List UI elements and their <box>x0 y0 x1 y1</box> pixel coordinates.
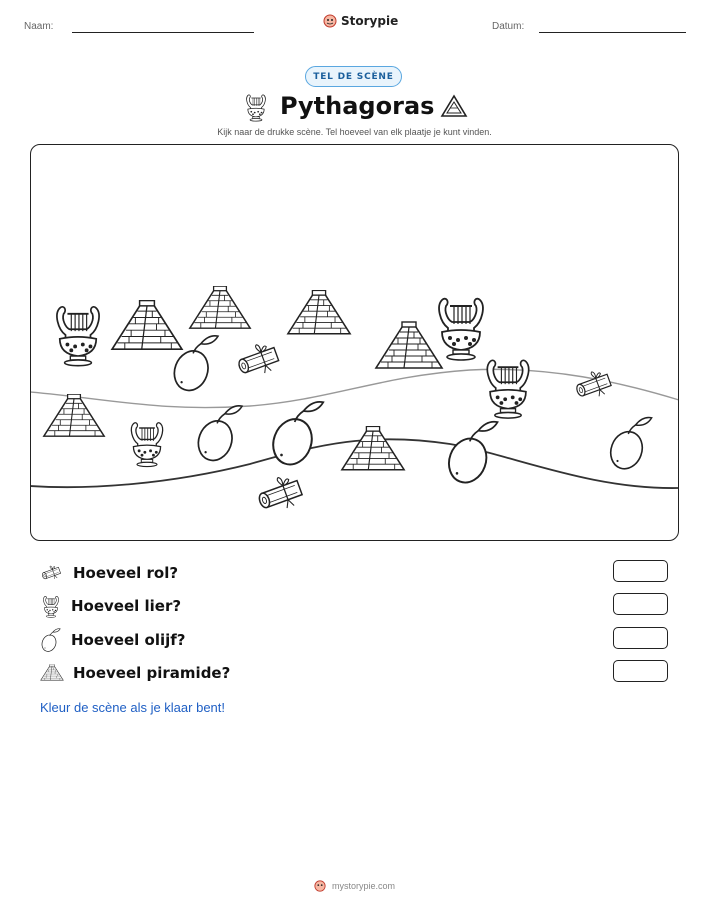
question-row-scroll <box>40 560 178 586</box>
date-line[interactable] <box>539 32 686 33</box>
lyre-4 <box>131 423 162 467</box>
question-text: Hoeveel piramide? <box>73 664 231 682</box>
storypie-mascot-icon <box>323 14 337 28</box>
olive-4 <box>443 422 498 488</box>
footer <box>0 880 709 892</box>
answer-box-lyre[interactable] <box>613 593 668 615</box>
scene-illustration <box>30 144 679 541</box>
triangle-icon <box>440 94 468 118</box>
question-row-pyramid <box>40 660 230 686</box>
pyramid-4 <box>376 322 442 368</box>
question-text: Hoeveel rol? <box>73 564 179 582</box>
count-the-scene-badge: TEL DE SCÈNE <box>305 66 402 87</box>
color-instruction: Kleur de scène als je klaar bent! <box>40 700 225 715</box>
pyramid-1 <box>112 301 182 350</box>
lyre-icon <box>244 92 268 122</box>
instructions-subtitle: Kijk naar de drukke scène. Tel hoeveel van elk plaatje je kunt vinden. <box>217 127 492 137</box>
scroll-2 <box>573 367 613 403</box>
answer-box-olive[interactable] <box>613 627 668 649</box>
page-title: Pythagoras <box>280 92 435 120</box>
question-row-lyre <box>40 593 181 619</box>
scroll-icon <box>40 564 64 582</box>
storypie-logo <box>323 14 398 28</box>
date-label: Datum: <box>492 21 525 32</box>
name-line[interactable] <box>72 32 254 33</box>
answer-box-pyramid[interactable] <box>613 660 668 682</box>
scroll-3 <box>254 472 304 516</box>
question-text: Hoeveel lier? <box>71 597 182 615</box>
lyre-1 <box>57 307 99 366</box>
pyramid-5 <box>44 394 104 436</box>
olive-3 <box>267 402 323 470</box>
pyramid-6 <box>342 426 404 469</box>
name-label: Naam: <box>24 21 54 32</box>
olive-5 <box>606 418 652 474</box>
olive-icon <box>40 628 62 652</box>
pyramid-2 <box>190 286 250 328</box>
storypie-mascot-icon <box>314 880 326 892</box>
scroll-1 <box>234 339 281 380</box>
brand-name: Storypie <box>341 14 399 28</box>
lyre-2 <box>439 299 483 360</box>
counting-scene <box>30 144 679 541</box>
pyramid-3 <box>288 290 350 333</box>
question-text: Hoeveel olijf? <box>71 631 186 649</box>
olive-2 <box>193 406 242 465</box>
answer-box-scroll[interactable] <box>613 560 668 582</box>
pyramid-icon <box>40 664 64 682</box>
footer-url[interactable]: mystorypie.com <box>331 881 395 891</box>
question-row-olive <box>40 627 185 653</box>
lyre-icon <box>40 594 62 618</box>
